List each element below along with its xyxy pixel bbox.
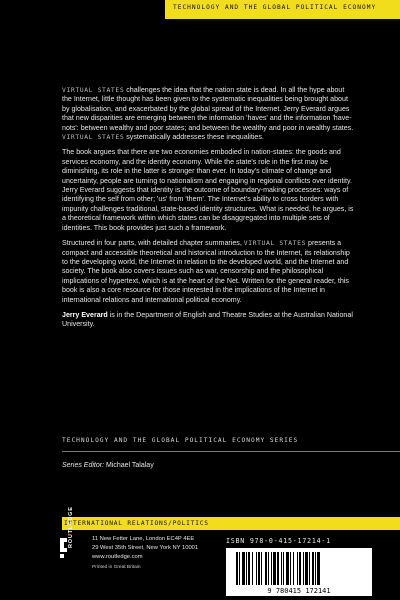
subject-band: [62, 517, 400, 530]
publisher-logo-word: ROUTLEDGE: [68, 506, 74, 548]
blurb-p1-text: challenges the idea that the nation state is dead. In all the hype about the Internet, little thought has been given to the systematic inequalities being brought about by globalisation, and exacerbated by the global spread of the Internet. Jerry Everard argues that new disparities are emerging between the information 'haves' and the information 'have-nots': between wealthy and poor states; and between the wealthy and poor in wealthy states.: [62, 86, 354, 132]
isbn: ISBN 978-0-415-17214-1: [226, 537, 331, 545]
barcode: [226, 548, 372, 596]
blurb-column: [62, 86, 354, 336]
series-header-band: [165, 0, 400, 19]
printed-in: Printed in Great Britain: [92, 564, 141, 570]
book-title-inline: VIRTUAL STATES: [243, 239, 307, 248]
series-editor: [62, 462, 154, 469]
barcode-digits: 9 780415 172141: [267, 587, 331, 595]
publisher-info: [92, 535, 198, 572]
blurb-paragraph-3: [62, 239, 354, 305]
series-editor-name: Michael Talalay: [104, 462, 154, 469]
publisher-address-1: 11 New Fetter Lane, London EC4P 4EE: [92, 536, 195, 542]
barcode-graphic: [226, 548, 372, 596]
series-footer: TECHNOLOGY AND THE GLOBAL POLITICAL ECONOMY SERIES: [62, 437, 299, 444]
subject-label: INTERNATIONAL RELATIONS/POLITICS: [64, 520, 209, 527]
series-editor-label: Series Editor:: [62, 462, 105, 469]
book-title-inline: VIRTUAL STATES: [62, 133, 125, 142]
book-title-inline: VIRTUAL STATES: [62, 86, 125, 94]
divider: [62, 451, 400, 452]
author-bio-text: is in the Department of English and Theatre Studies at the Australian National University.: [62, 310, 353, 329]
blurb-paragraph-1: [62, 86, 354, 142]
publisher-website: www.routledge.com: [92, 554, 143, 561]
blurb-p1-end: systematically addresses these inequalities.: [124, 133, 264, 142]
author-name: Jerry Everard: [62, 310, 108, 319]
publisher-address-2: 29 West 35th Street, New York NY 10001: [92, 545, 199, 552]
blurb-p3-start: Structured in four parts, with detailed chapter summaries,: [62, 239, 244, 248]
barcode-bars: [236, 552, 320, 585]
blurb-paragraph-2: The book argues that there are two economies embodied in nation-states: the goods and services economy, and the identity economy. While the state's role in the first may be diminishing, its role in the latter is stronger than ever. In today's climate of change and uncertainty, people are turning to nationalism and engaging in regional conflicts over identity. Jerry Everard suggests that identity is the outcome of boundary-making processes: ways of identifying the self from other; 'us' from 'them'. The Internet's ability to cross borders with impunity challenges traditional, state-based identity structures. What is needed, he argues, is a theoretical framework within which states can be disaggregated into multiple sets of identities. This book provides just such a framework.: [62, 148, 354, 232]
series-header: TECHNOLOGY AND THE GLOBAL POLITICAL ECONOMY: [173, 4, 377, 11]
author-bio: [62, 311, 354, 330]
blurb-p3-text: presents a compact and accessible theoretical and historical introduction to the Internet, its relationship to the developing world, the Internet in relation to the developed world, and the Internet and society. The book also covers issues such as war, censorship and the philosophical implications of hypertext, which is at the heart of the Net. Written for the general reader, this book is also a core resource for those interested in the implications of the Internet in international relations and international political economy.: [62, 239, 350, 304]
